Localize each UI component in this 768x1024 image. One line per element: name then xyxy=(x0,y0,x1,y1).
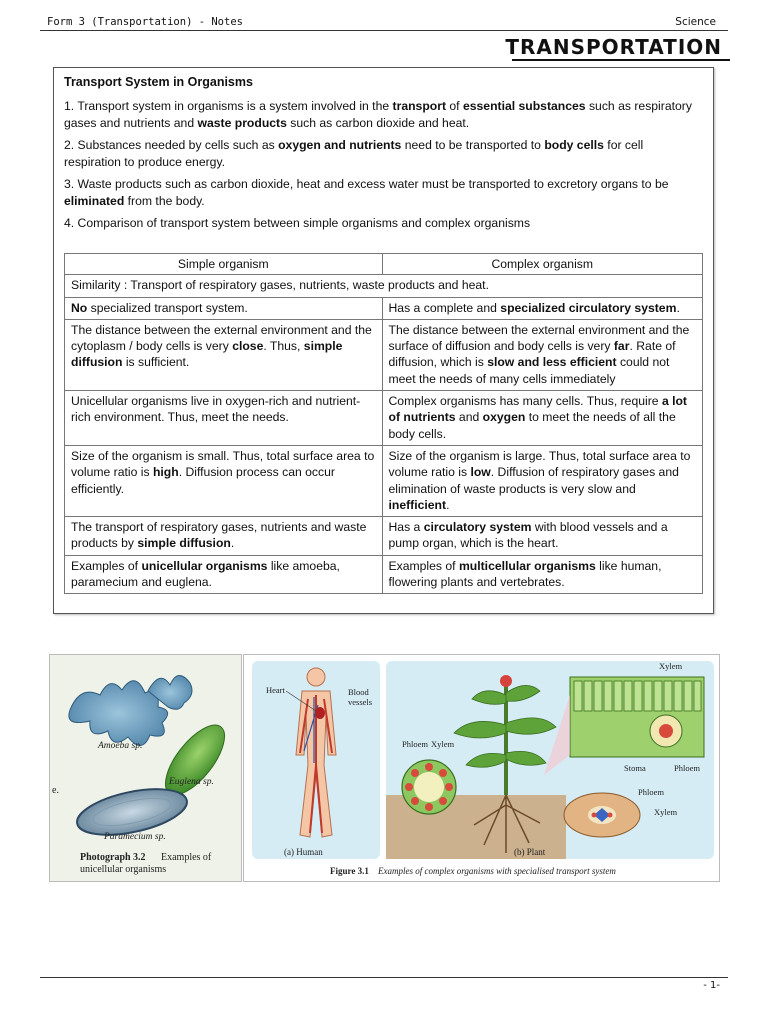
complex-organism-cell: Complex organisms has many cells. Thus, require a lot of nutrients and oxygen to meet the needs of all the body cells. xyxy=(382,391,703,446)
page-title: TRANSPORTATION xyxy=(505,35,722,59)
point-3: 3. Waste products such as carbon dioxide, heat and excess water must be transported to excretory organs to be eliminated from the body. xyxy=(64,177,669,208)
simple-organism-cell: The transport of respiratory gases, nutrients and waste products by simple diffusion. xyxy=(65,517,383,556)
complex-organism-cell: The distance between the external environment and the surface of diffusion and body cells is very far. Rate of diffusion, which is slow and less efficient could not meet the needs of many cells immediately xyxy=(382,319,703,390)
euglena-label: Euglena sp. xyxy=(169,777,214,787)
complex-organism-cell: Examples of multicellular organisms like human, flowering plants and vertebrates. xyxy=(382,555,703,594)
section-heading: Transport System in Organisms xyxy=(64,75,253,89)
phloem-label-left: Phloem xyxy=(402,739,428,749)
header-divider xyxy=(40,30,728,31)
table-row xyxy=(65,391,703,446)
human-label: (a) Human xyxy=(284,847,323,857)
table-row xyxy=(65,319,703,390)
unicellular-photo xyxy=(50,655,241,881)
complex-organisms-figure xyxy=(243,654,720,882)
paramecium-label: Paramecium sp. xyxy=(104,832,166,842)
phloem-label-leaf: Phloem xyxy=(674,763,700,773)
header-simple: Simple organism xyxy=(65,254,383,275)
header-complex: Complex organism xyxy=(382,254,703,275)
amoeba-label: Amoeba sp. xyxy=(98,741,143,751)
xylem-label-root: Xylem xyxy=(654,807,678,817)
comparison-table xyxy=(64,253,703,594)
complex-organisms-diagram xyxy=(244,655,719,881)
simple-organism-cell: Unicellular organisms live in oxygen-rich and nutrient-rich environment. Thus, meet the needs. xyxy=(65,391,383,446)
point-2: 2. Substances needed by cells such as oxygen and nutrients need to be transported to body cells for cell respiration to produce energy. xyxy=(64,138,644,169)
phloem-label-root: Phloem xyxy=(638,787,664,797)
simple-organism-cell: The distance between the external environment and the cytoplasm / body cells is very close. Thus, simple diffusion is sufficient. xyxy=(65,319,383,390)
heart-label: Heart xyxy=(266,685,285,695)
stem-cross-section xyxy=(402,760,456,814)
plant-label: (b) Plant xyxy=(514,847,546,857)
leaf-cross-section xyxy=(570,677,704,757)
table-header-row xyxy=(65,254,703,275)
edge-letter: e. xyxy=(52,785,59,796)
simple-organism-cell: Examples of unicellular organisms like amoeba, paramecium and euglena. xyxy=(65,555,383,594)
complex-organism-cell: Has a circulatory system with blood vessels and a pump organ, which is the heart. xyxy=(382,517,703,556)
photo-caption-part2: unicellular organisms xyxy=(80,864,167,875)
blood-vessels-label-1: Blood xyxy=(348,687,369,697)
header-left-title: Form 3 (Transportation) - Notes xyxy=(47,16,243,28)
similarity-cell: Similarity : Transport of respiratory gases, nutrients, waste products and heat. xyxy=(65,275,703,297)
blood-vessels-label-2: vessels xyxy=(348,697,373,707)
complex-organism-cell: Has a complete and specialized circulatory system. xyxy=(382,297,703,319)
xylem-label-leaf: Xylem xyxy=(659,661,683,671)
root-cross-section xyxy=(564,793,640,837)
table-row xyxy=(65,517,703,556)
unicellular-photo-figure xyxy=(49,654,242,882)
table-row xyxy=(65,297,703,319)
title-underline xyxy=(512,59,730,61)
table-row xyxy=(65,555,703,594)
complex-organism-cell: Size of the organism is large. Thus, total surface area to volume ratio is low. Diffusion of respiratory gases and elimination of waste products is very slow and inefficient. xyxy=(382,445,703,516)
point-1: 1. Transport system in organisms is a system involved in the transport of essential substances such as respiratory gases and nutrients and waste products such as carbon dioxide and heat. xyxy=(64,99,692,130)
notes-box xyxy=(53,67,714,614)
photo-caption-part1: Examples of xyxy=(161,852,212,863)
similarity-row xyxy=(65,275,703,297)
simple-organism-cell: Size of the organism is small. Thus, total surface area to volume ratio is high. Diffusion process can occur efficiently. xyxy=(65,445,383,516)
header-subject: Science xyxy=(675,16,716,28)
figure-caption-number: Figure 3.1 xyxy=(330,866,369,876)
point-4: 4. Comparison of transport system between simple organisms and complex organisms xyxy=(64,216,531,230)
footer-divider xyxy=(40,977,728,978)
photo-caption-number: Photograph 3.2 xyxy=(80,852,146,863)
stoma-label: Stoma xyxy=(624,763,646,773)
table-row xyxy=(65,445,703,516)
xylem-label-left: Xylem xyxy=(431,739,455,749)
page-number: - 1- xyxy=(703,980,720,991)
simple-organism-cell: No specialized transport system. xyxy=(65,297,383,319)
figure-caption-text: Examples of complex organisms with specialised transport system xyxy=(378,866,616,876)
